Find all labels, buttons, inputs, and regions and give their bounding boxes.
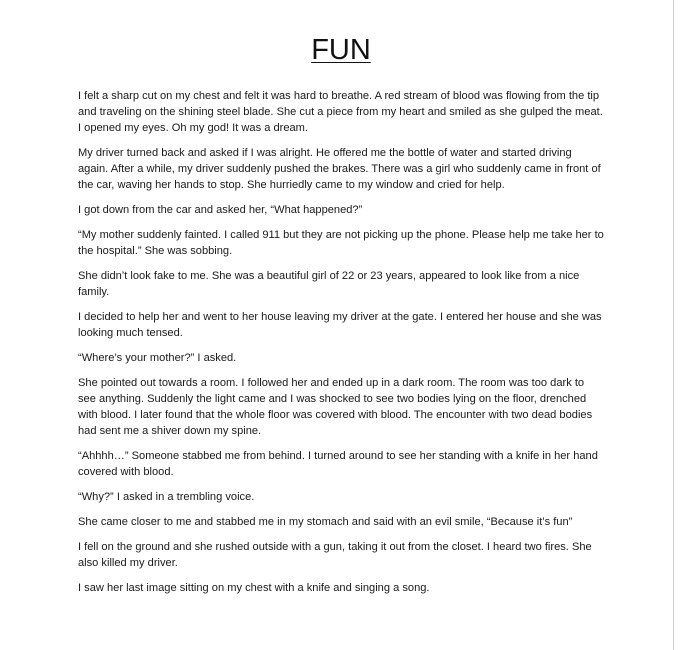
page-title: FUN [311,34,371,66]
paragraph-2: My driver turned back and asked if I was alright. He offered me the bottle of water and started driving again. After a while, my driver suddenly pushed the brakes. There was a girl who suddenly came in front of the car, waving her hands to stop. She hurriedly came to my window and cried for help. [78,147,601,191]
paragraph-9: “Ahhhh…” Someone stabbed me from behind. I turned around to see her standing with a knife in her hand covered with blood. [78,450,598,478]
paragraph-7: “Where’s your mother?” I asked. [78,352,237,364]
paragraph-10: “Why?” I asked in a trembling voice. [78,491,255,503]
page-edge-shadow [673,0,674,650]
document-body [78,30,604,605]
paragraph-11: She came closer to me and stabbed me in my stomach and said with an evil smile, “Because it’s fun” [78,516,573,528]
paragraph-6: I decided to help her and went to her house leaving my driver at the gate. I entered her house and she was looking much tensed. [78,311,602,339]
paragraph-12: I fell on the ground and she rushed outside with a gun, taking it out from the closet. I heard two fires. She also killed my driver. [78,541,592,569]
paragraph-5: She didn’t look fake to me. She was a beautiful girl of 22 or 23 years, appeared to look like from a nice family. [78,270,580,298]
paragraph-4: “My mother suddenly fainted. I called 911 but they are not picking up the phone. Please help me take her to the hospital.” She was sobbing. [78,229,604,257]
paragraph-3: I got down from the car and asked her, “What happened?” [78,204,363,216]
paragraph-1: I felt a sharp cut on my chest and felt it was hard to breathe. A red stream of blood was flowing from the tip and traveling on the shining steel blade. She cut a piece from my heart and smiled as she gulped the meat. I opened my eyes. Oh my god! It was a dream. [78,90,603,134]
paragraph-13: I saw her last image sitting on my chest with a knife and singing a song. [78,582,430,594]
paragraph-8: She pointed out towards a room. I followed her and ended up in a dark room. The room was too dark to see anything. Suddenly the light came and I was shocked to see two bodies lying on the floor, drenched with blood. I later found that the whole floor was covered with blood. The encounter with two dead bodies had sent me a shiver down my spine. [78,377,593,437]
